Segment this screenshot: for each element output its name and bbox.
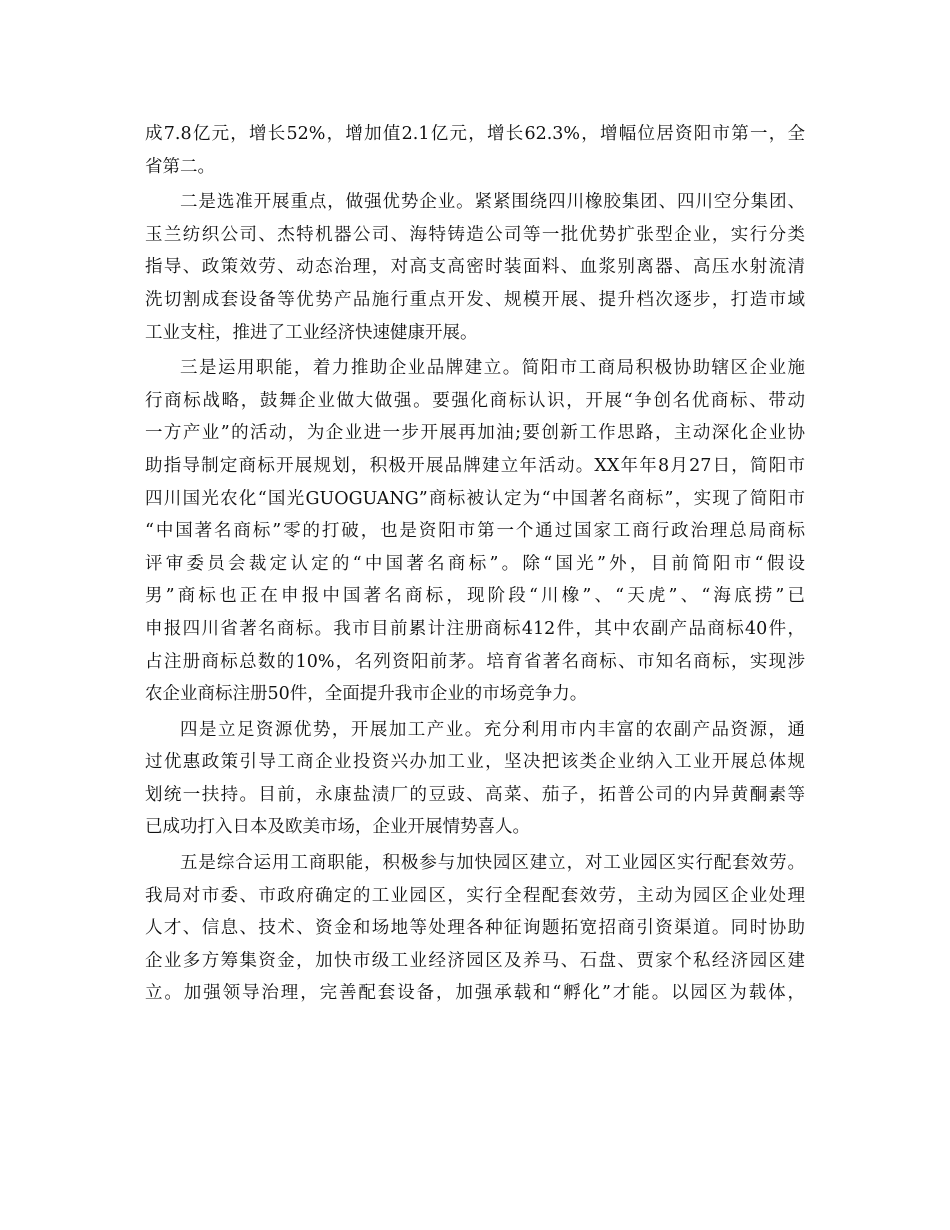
text-line: 申报四川省著名商标。我市目前累计注册商标412件，其中农副产品商标40件， <box>145 618 805 639</box>
text-line: 评审委员会裁定认定的“中国著名商标”。除“国光”外，目前简阳市“假设 <box>145 553 805 574</box>
paragraph-start-line: 三是运用职能，着力推助企业品牌建立。简阳市工商局积极协助辖区企业施 <box>180 358 805 379</box>
text-line: 成7.8亿元，增长52%，增加值2.1亿元，增长62.3%，增幅位居资阳市第一，全 <box>145 124 805 144</box>
text-line: 过优惠政策引导工商企业投资兴办加工业，坚决把该类企业纳入工业开展总体规 <box>145 752 805 773</box>
text-line: 四川国光农化“国光GUOGUANG”商标被认定为“中国著名商标”，实现了简阳市 <box>145 488 805 509</box>
paragraph-start-line: 五是综合运用工商职能，积极参与加快园区建立，对工业园区实行配套效劳。 <box>180 853 805 874</box>
body-text <box>145 118 805 1010</box>
text-line: 占注册商标总数的10%，名列资阳前茅。培育省著名商标、市知名商标，实现涉 <box>145 651 805 672</box>
text-line: 行商标战略，鼓舞企业做大做强。要强化商标认识，开展“争创名优商标、带动 <box>145 390 805 411</box>
text-line: 企业多方筹集资金，加快市级工业经济园区及养马、石盘、贾家个私经济园区建 <box>145 950 805 971</box>
text-line: 工业支柱，推进了工业经济快速健康开展。 <box>145 322 478 343</box>
paragraph-start-line: 二是选准开展重点，做强优势企业。紧紧围绕四川橡胶集团、四川空分集团、 <box>180 192 805 213</box>
text-line: 划统一扶持。目前，永康盐渍厂的豆豉、高菜、茄子，拓普公司的内异黄酮素等 <box>145 784 805 805</box>
paragraph-start-line: 四是立足资源优势，开展加工产业。充分利用市内丰富的农副产品资源，通 <box>180 719 805 740</box>
text-line: 一方产业”的活动，为企业进一步开展再加油;要创新工作思路，主动深化企业协 <box>145 423 805 444</box>
text-line: 已成功打入日本及欧美市场，企业开展情势喜人。 <box>145 817 530 838</box>
text-line: 人才、信息、技术、资金和场地等处理各种征询题拓宽招商引资渠道。同时协助 <box>145 918 805 939</box>
text-line: 玉兰纺织公司、杰特机器公司、海特铸造公司等一批优势扩张型企业，实行分类 <box>145 224 805 245</box>
text-line: 指导、政策效劳、动态治理，对高支高密时装面料、血浆别离器、高压水射流清 <box>145 257 805 278</box>
text-line: 立。加强领导治理，完善配套设备，加强承载和“孵化”才能。以园区为载体， <box>145 983 805 1004</box>
text-line: 我局对市委、市政府确定的工业园区，实行全程配套效劳，主动为园区企业处理 <box>145 885 805 906</box>
text-line: “中国著名商标”零的打破，也是资阳市第一个通过国家工商行政治理总局商标 <box>145 521 805 542</box>
text-line: 洗切割成套设备等优势产品施行重点开发、规模开展、提升档次逐步，打造市域 <box>145 289 805 310</box>
text-line: 助指导制定商标开展规划，积极开展品牌建立年活动。XX年年8月27日，简阳市 <box>145 455 805 476</box>
text-line: 省第二。 <box>145 156 215 177</box>
text-line: 农企业商标注册50件，全面提升我市企业的市场竞争力。 <box>145 684 588 705</box>
text-line: 男”商标也正在申报中国著名商标，现阶段“川橡”、“天虎”、“海底捞”已 <box>145 586 805 607</box>
